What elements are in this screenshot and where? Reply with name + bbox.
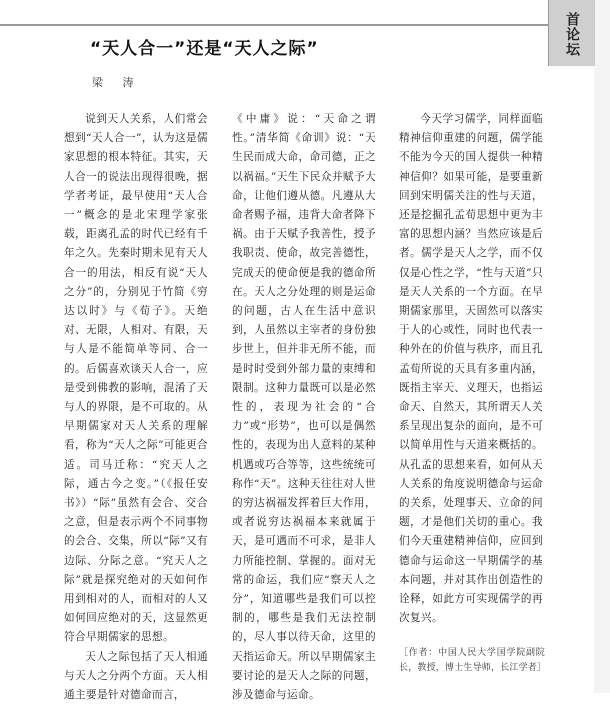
column-tab-label: 首论坛 (564, 11, 580, 57)
paragraph: 《中庸》说：“天命之谓性。”清华简《命训》说：“天生民而成大命，命司德，正之以祸福。”天生下民众并赋予大命，让他们遵从德。凡遵从大命者赐予福，违背大命者降下祸。由于天赋予我善性，授予我职责、使命，故完善德性，完成天的使命便是我的德命所在。天人之分处理的则是运命的问题，古人在生活中意识到，人虽然以主宰者的身份独步世上，但并非无所不能，而是时时受到外部力量的束缚和限制。这种力量既可以是必然性的，表现为社会的“合力”或“形势”，也可以是偶然性的，表现为出人意料的某种机遇或巧合等等，这些统统可称作“天”。这种天往往对人世的穷达祸福发挥着巨大作用，或者说穷达祸福本来就属于天，是可遇而不可求，是非人力所能控制、掌握的。面对无常的命运，我们应“察天人之分”，知道哪些是我们可以控制的，哪些是我们无法控制的，尽人事以待天命，这里的天指运命天。所以早期儒家主要讨论的是天人之际的问题，涉及德命与运命。 (232, 113, 376, 702)
paragraph: 说到天人关系，人们常会想到“天人合一”，认为这是儒家思想的根本特征。其实，天人合一的说法出现得很晚，据学者考证，最早使用“天人合一”概念的是北宋理学家张载，距离孔孟的时代已经有千年之久。先秦时期未见有天人合一的用法，相反有说“天人之分”的，分别见于竹简《穷达以时》与《荀子》。天绝对、无限，人相对、有限，天与人是不能简单等同、合一的。后儒喜欢谈天人合一，应是受到佛教的影响，混淆了天与人的界限，是不可取的。从早期儒家对天人关系的理解看，称为“天人之际”可能更合适。司马迁称：“究天人之际，通古今之变。”（《报任安书》）“际”虽然有会合、交合之意，但是表示两个不同事物的会合、交集，所以“际”又有边际、分际之意。“究天人之际”就是探究绝对的天如何作用到相对的人，而相对的人又如何回应绝对的天，这显然更符合早期儒家的思想。 (64, 113, 208, 644)
text-column-3 (399, 110, 543, 628)
text-column-1 (64, 110, 208, 705)
author-name: 梁 涛 (92, 76, 142, 89)
header-rule (0, 24, 548, 26)
page-edge (594, 0, 610, 693)
author-note: ［作者：中国人民大学国学院副院长，教授，博士生导师，长江学者］ (399, 648, 547, 673)
paragraph: 今天学习儒学，同样面临精神信仰重建的问题，儒学能不能为今天的国人提供一种精神信仰？如果可能，是要重新回到宋明儒关注的性与天道，还是挖掘孔孟荀思想中更为丰富的思想内涵？当然应该是后者。儒学是天人之学，而不仅仅是心性之学，“性与天道”只是天人关系的一个方面。在早期儒家那里，天固然可以落实于人的心或性，同时也代表一种外在的价值与秩序，而且孔孟荀所说的天具有多重内涵，既指主宰天、义理天，也指运命天、自然天，其所谓天人关系呈现出复杂的面向，是不可以简单用性与天道来概括的。从孔孟的思想来看，如何从天人关系的角度说明德命与运命的关系，处理事天、立命的问题，才是他们关切的重心。我们今天重建精神信仰，应回到德命与运命这一早期儒学的基本问题，并对其作出创造性的诠释，如此方可实现儒学的再次复兴。 (399, 113, 543, 625)
article-title: “天人合一”还是“天人之际” (90, 39, 319, 59)
text-column-2 (232, 110, 376, 705)
paragraph: 天人之际包括了天人相通与天人之分两个方面。天人相通主要是针对德命而言， (64, 650, 208, 702)
column-tab (548, 0, 595, 66)
